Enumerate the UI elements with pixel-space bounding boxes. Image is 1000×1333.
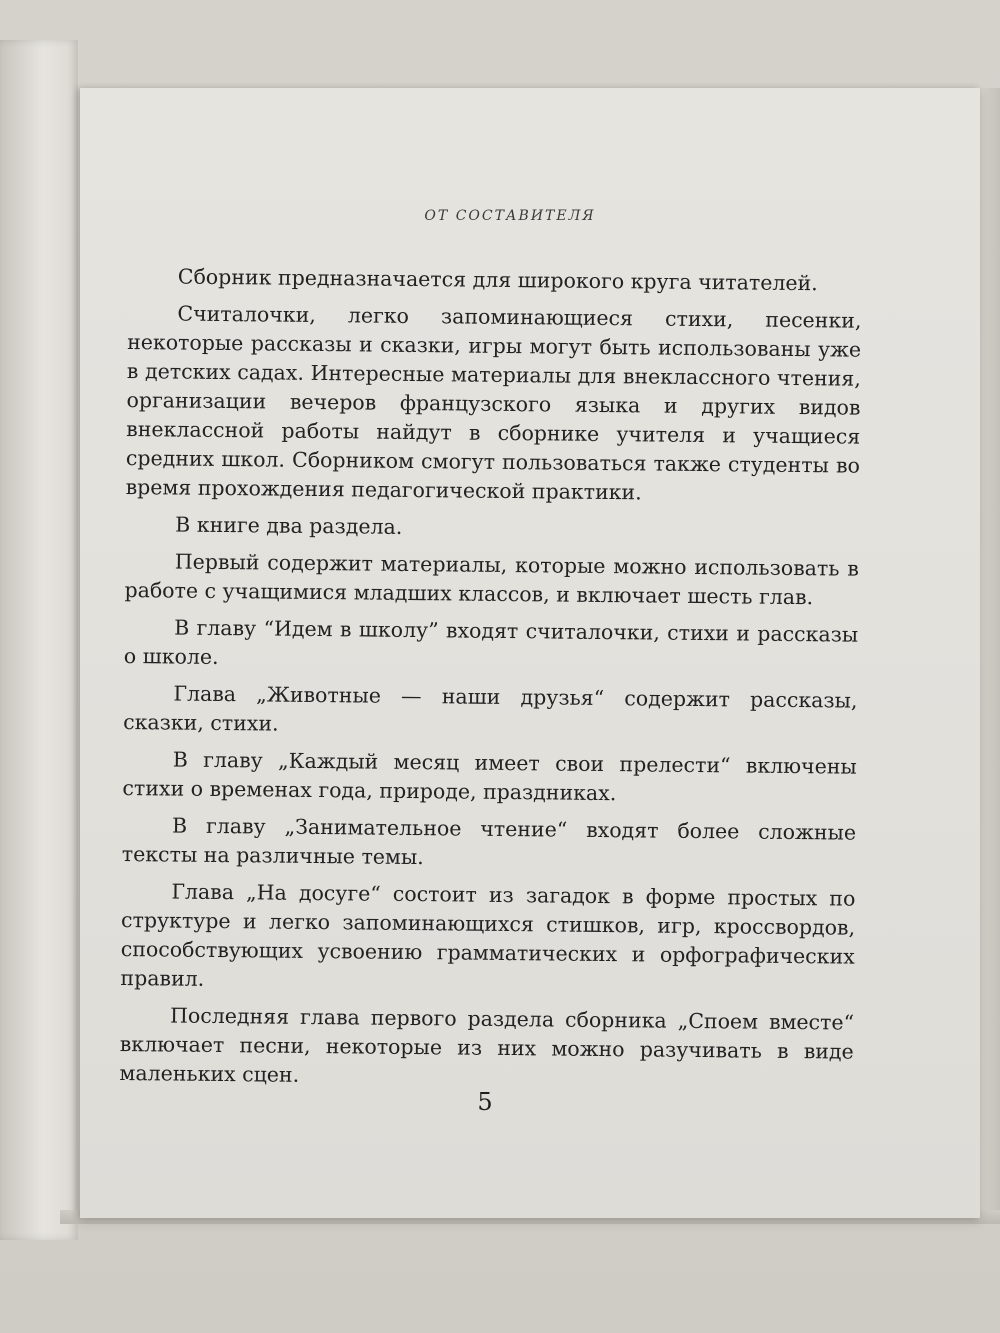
paragraph: Глава „На досуге“ состоит из загадок в форме простых по структуре и легко запоминающихся стишков, игр, кроссвордов, способствующих усвоению грамматических и орфографических правил.	[120, 879, 856, 991]
paragraph: В главу “Идем в школу” входят считалочки, стихи и рассказы о школе.	[123, 615, 859, 669]
paragraph: Последняя глава первого раздела сборника „Споем вместе“ включает песни, некоторые из них можно разучивать в виде маленьких сцен.	[119, 1003, 855, 1087]
body-text	[119, 262, 862, 1104]
paragraph: В главу „Каждый месяц имеет свои прелести“ включены стихи о временах года, природе, праздниках.	[122, 747, 857, 806]
paragraph: Первый содержит материалы, которые можно использовать в работе с учащимися младших классов, и включает шесть глав.	[124, 549, 859, 610]
paragraph: Считалочки, легко запоминающиеся стихи, песенки, некоторые рассказы и сказки, игры могут быть использованы уже в детских садах. Интересные материалы для внеклассного чтения, организации вечеров французского языка и других видов внеклассной работы найдут в сборнике учителя и учащиеся средних школ. Сборником смогут пользоваться также студенты во время прохождения педагогической практики.	[125, 301, 862, 505]
page-number: 5	[477, 1088, 493, 1116]
paragraph: Сборник предназначается для широкого круга читателей.	[177, 264, 818, 296]
paragraph: В главу „Занимательное чтение“ входят более сложные тексты на различные темы.	[121, 813, 857, 870]
paragraph: Глава „Животные — наши друзья“ содержит рассказы, сказки, стихи.	[123, 681, 858, 736]
left-page-edge	[0, 40, 78, 1240]
running-head: ОТ СОСТАВИТЕЛЯ	[424, 208, 596, 224]
paragraph: В книге два раздела.	[175, 512, 403, 539]
